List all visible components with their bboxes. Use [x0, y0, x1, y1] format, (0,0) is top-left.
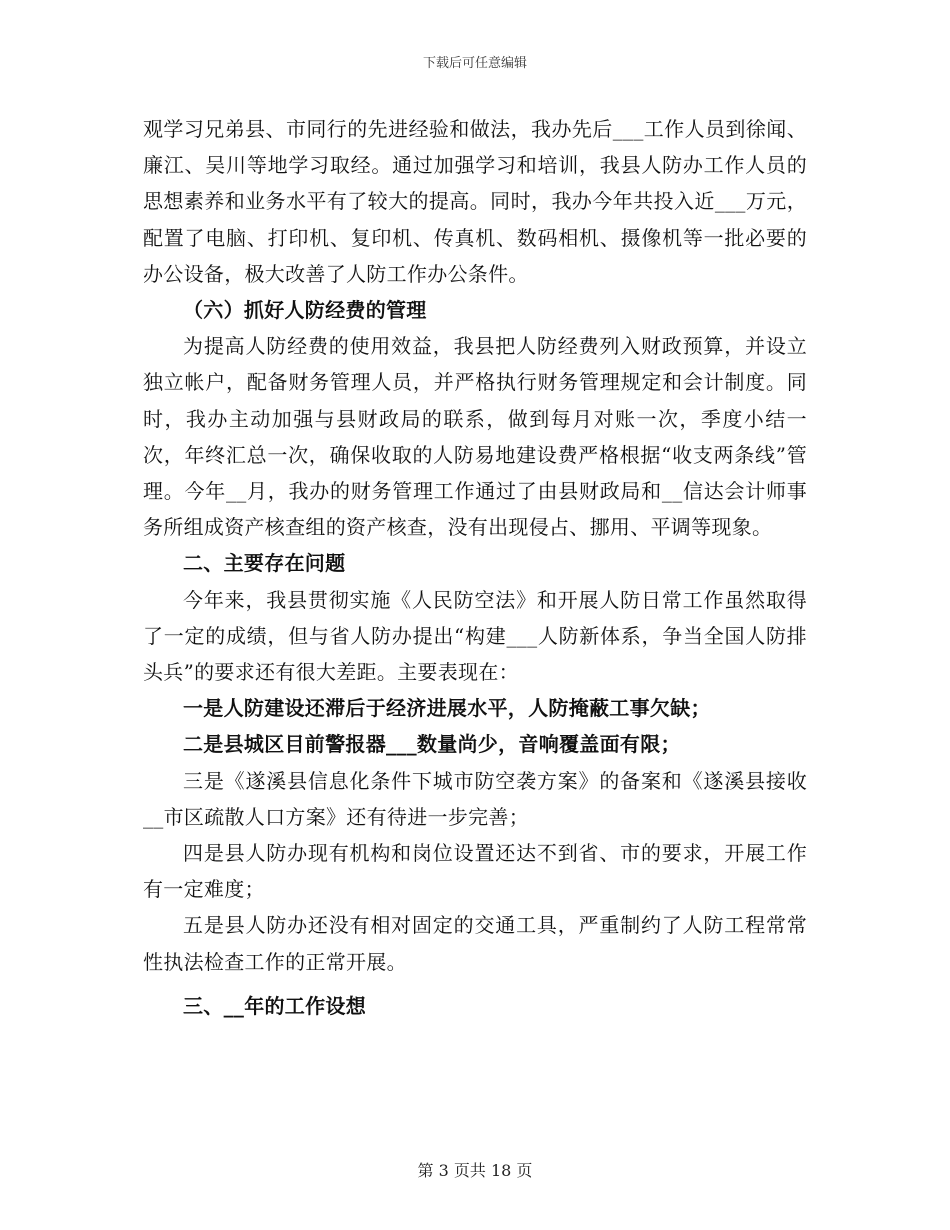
issue-item: 三是《遂溪县信息化条件下城市防空袭方案》的备案和《遂溪县接收__市区疏散人口方案》还有待进一步完善；	[143, 768, 807, 829]
page-footer: 第 3 页共 18 页	[417, 1161, 533, 1180]
issue-item: 五是县人防办还没有相对固定的交通工具，严重制约了人防工程常常性执法检查工作的正常开展。	[143, 913, 807, 974]
section-heading: （六）抓好人防经费的管理	[183, 298, 427, 323]
body-paragraph: 为提高人防经费的使用效益，我县把人防经费列入财政预算，并设立独立帐户，配备财务管理人员，并严格执行财务管理规定和会计制度。同时，我办主动加强与县财政局的联系，做到每月对账一次，季度小结一次，年终汇总一次，确保收取的人防易地建设费严格根据“收支两条线”管理。今年__月，我办的财务管理工作通过了由县财政局和__信达会计师事务所组成资产核查组的资产核查，没有出现侵占、挪用、平调等现象。	[143, 334, 807, 540]
issue-item: 二是县城区目前警报器___数量尚少，音响覆盖面有限；	[183, 732, 681, 757]
issue-item: 四是县人防办现有机构和岗位设置还达不到省、市的要求，开展工作有一定难度；	[143, 841, 807, 902]
page-header: 下载后可任意编辑	[422, 56, 527, 71]
document-body	[143, 111, 807, 1024]
body-paragraph: 观学习兄弟县、市同行的先进经验和做法，我办先后___工作人员到徐闻、廉江、吴川等地学习取经。通过加强学习和培训，我县人防办工作人员的思想素养和业务水平有了较大的提高。同时，我办今年共投入近___万元，配置了电脑、打印机、复印机、传真机、数码相机、摄像机等一批必要的办公设备，极大改善了人防工作办公条件。	[143, 117, 807, 286]
section-heading: 三、__年的工作设想	[183, 993, 366, 1018]
body-paragraph: 今年来，我县贯彻实施《人民防空法》和开展人防日常工作虽然取得了一定的成绩，但与省人防办提出“构建___人防新体系，争当全国人防排头兵”的要求还有很大差距。主要表现在：	[143, 587, 807, 685]
issue-item: 一是人防建设还滞后于经济进展水平，人防掩蔽工事欠缺；	[183, 696, 711, 721]
section-heading: 二、主要存在问题	[183, 551, 346, 576]
